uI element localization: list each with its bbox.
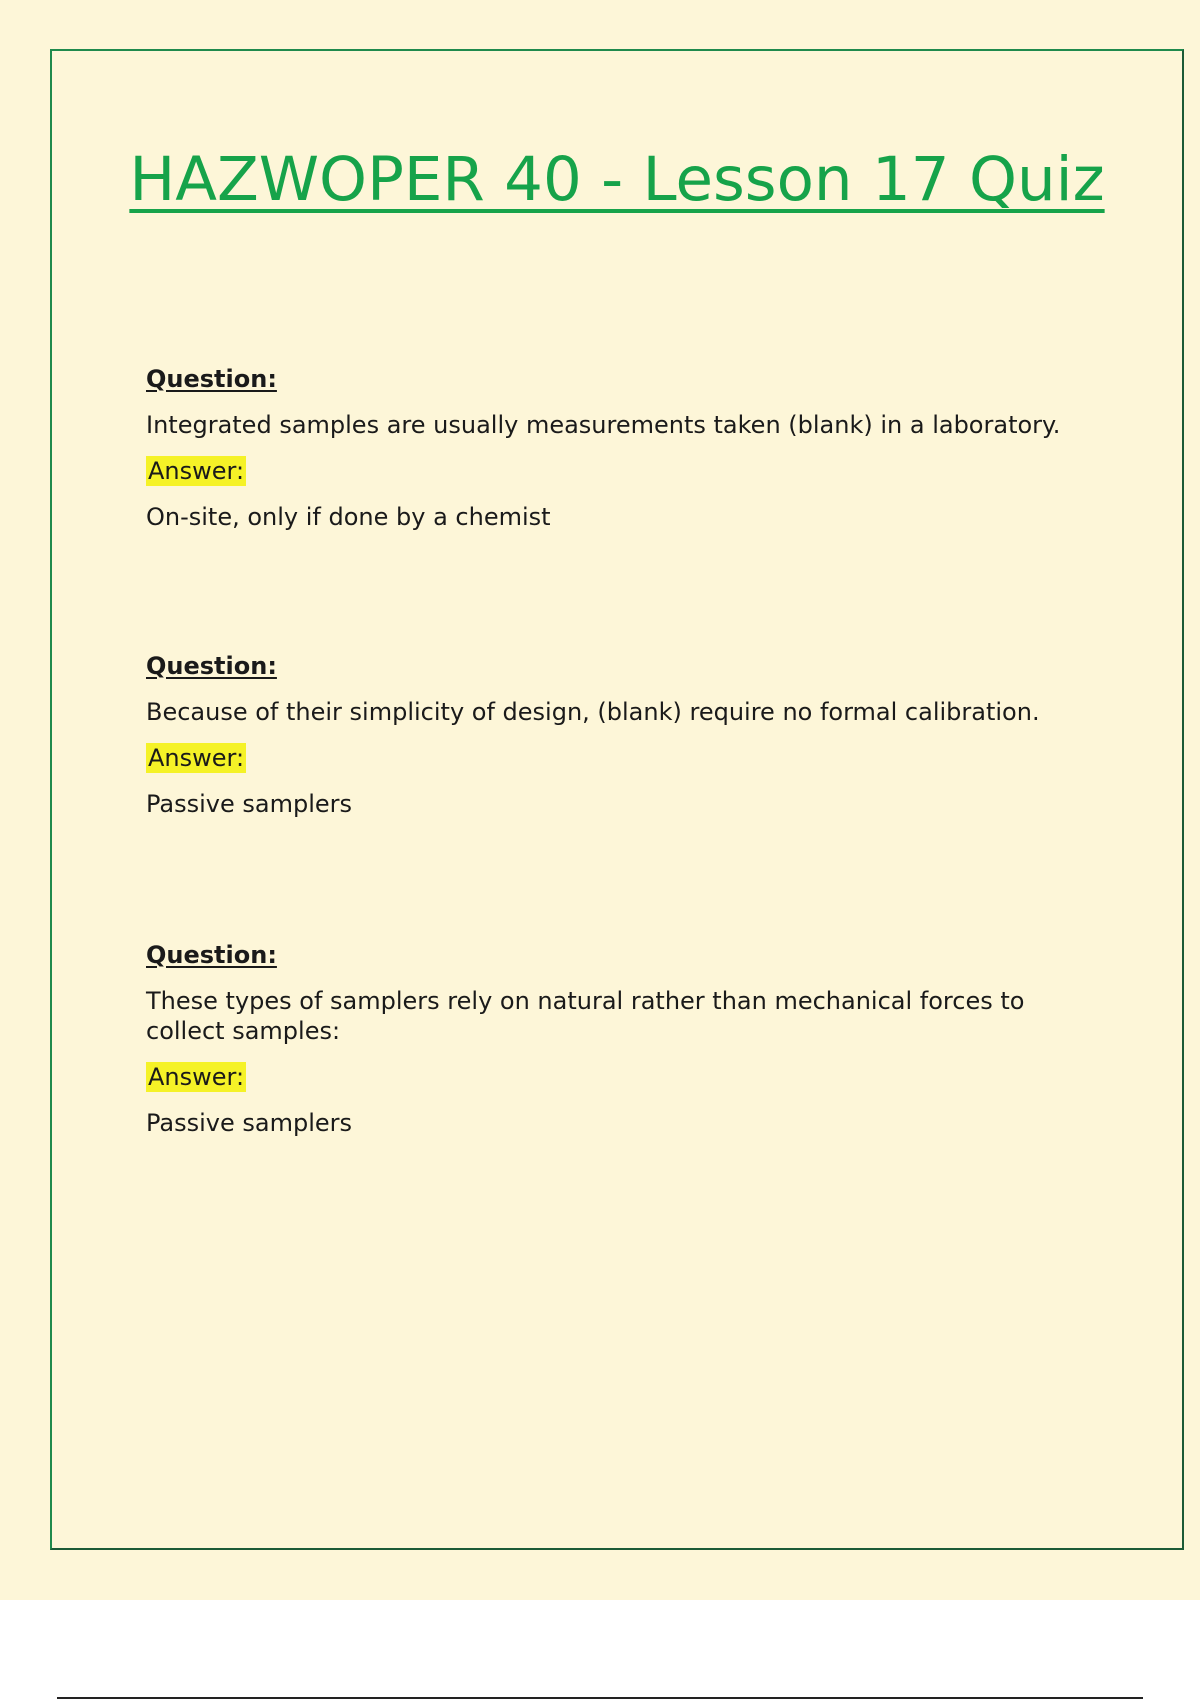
question-text: These types of samplers rely on natural rather than mechanical forces to collect samples: [146, 987, 1025, 1045]
answer-label: Answer: [148, 744, 245, 772]
page-title: HAZWOPER 40 - Lesson 17 Quiz [129, 144, 1105, 215]
answer-label: Answer: [148, 1063, 245, 1091]
answer-text: Passive samplers [146, 1109, 353, 1137]
qa-item [146, 364, 1106, 532]
answer-label: Answer: [148, 457, 245, 485]
question-heading: Question: [146, 941, 277, 969]
question-text: Integrated samples are usually measurements taken (blank) in a laboratory. [146, 411, 1061, 439]
qa-item [146, 940, 1106, 1138]
question-text: Because of their simplicity of design, (blank) require no formal calibration. [146, 698, 1040, 726]
answer-text: Passive samplers [146, 790, 353, 818]
question-heading: Question: [146, 365, 277, 393]
footer-divider [57, 1697, 1143, 1699]
answer-text: On-site, only if done by a chemist [146, 503, 551, 531]
qa-item [146, 651, 1106, 819]
question-heading: Question: [146, 652, 277, 680]
